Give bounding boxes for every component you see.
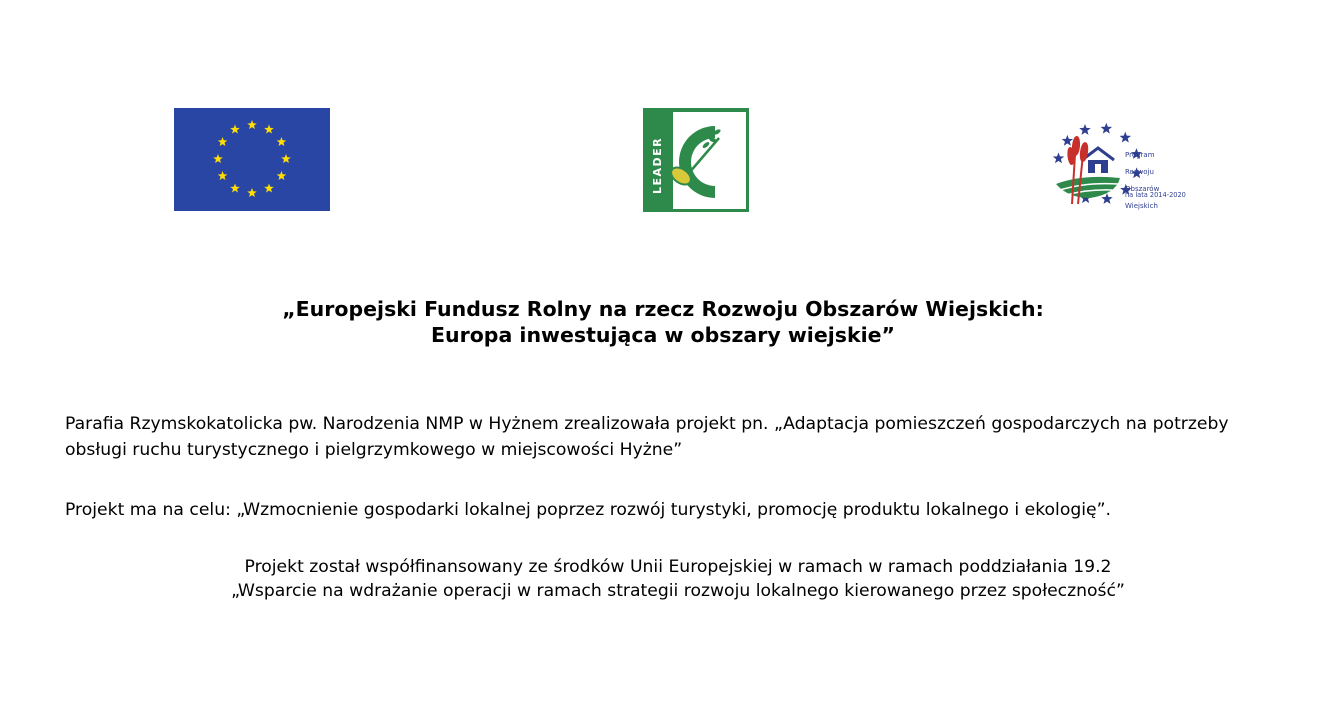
prow-line-3: Obszarów bbox=[1125, 185, 1160, 194]
prow-years: na lata 2014-2020 bbox=[1125, 191, 1186, 199]
funding-statement bbox=[0, 555, 1326, 603]
prow-line-2: Rozwoju bbox=[1125, 168, 1154, 177]
leader-logo-icon bbox=[643, 108, 749, 212]
title-line-1: „Europejski Fundusz Rolny na rzecz Rozwoju Obszarów Wiejskich: bbox=[282, 297, 1044, 321]
prow-fields-icon bbox=[1056, 177, 1120, 198]
project-description: Parafia Rzymskokatolicka pw. Narodzenia NMP w Hyżnem zrealizowała projekt pn. „Adaptacja pomieszczeń gospodarczych na potrzeby obsługi ruchu turystycznego i pielgrzymkowego w miejscowości Hyżne” bbox=[65, 414, 1229, 460]
title-line-2: Europa inwestująca w obszary wiejskie” bbox=[430, 323, 896, 347]
leader-text: LEADER bbox=[651, 136, 664, 194]
eu-flag-icon bbox=[174, 108, 330, 211]
prow-star-icon bbox=[1101, 123, 1112, 134]
funding-line-1: Projekt został współfinansowany ze środków Unii Europejskiej w ramach w ramach poddziałania 19.2 bbox=[244, 557, 1112, 577]
prow-line-4: Wiejskich bbox=[1125, 201, 1158, 210]
project-goal: Projekt ma na celu: „Wzmocnienie gospodarki lokalnej poprzez rozwój turystyki, promocję produktu lokalnego i ekologię”. bbox=[65, 500, 1111, 520]
leader-arc-cut-2 bbox=[667, 112, 673, 209]
page-title bbox=[0, 296, 1326, 348]
prow-program-name bbox=[1125, 143, 1159, 219]
prow-line-1: Program bbox=[1125, 151, 1155, 160]
funding-line-2: „Wsparcie na wdrażanie operacji w ramach strategii rozwoju lokalnego kierowanego przez społeczność” bbox=[231, 581, 1125, 601]
prow-star-icon bbox=[1079, 124, 1090, 135]
leader-arc-cut bbox=[715, 112, 746, 209]
prow-star-icon bbox=[1062, 135, 1073, 146]
prow-star-icon bbox=[1053, 152, 1064, 163]
prow-star-icon bbox=[1120, 132, 1131, 143]
